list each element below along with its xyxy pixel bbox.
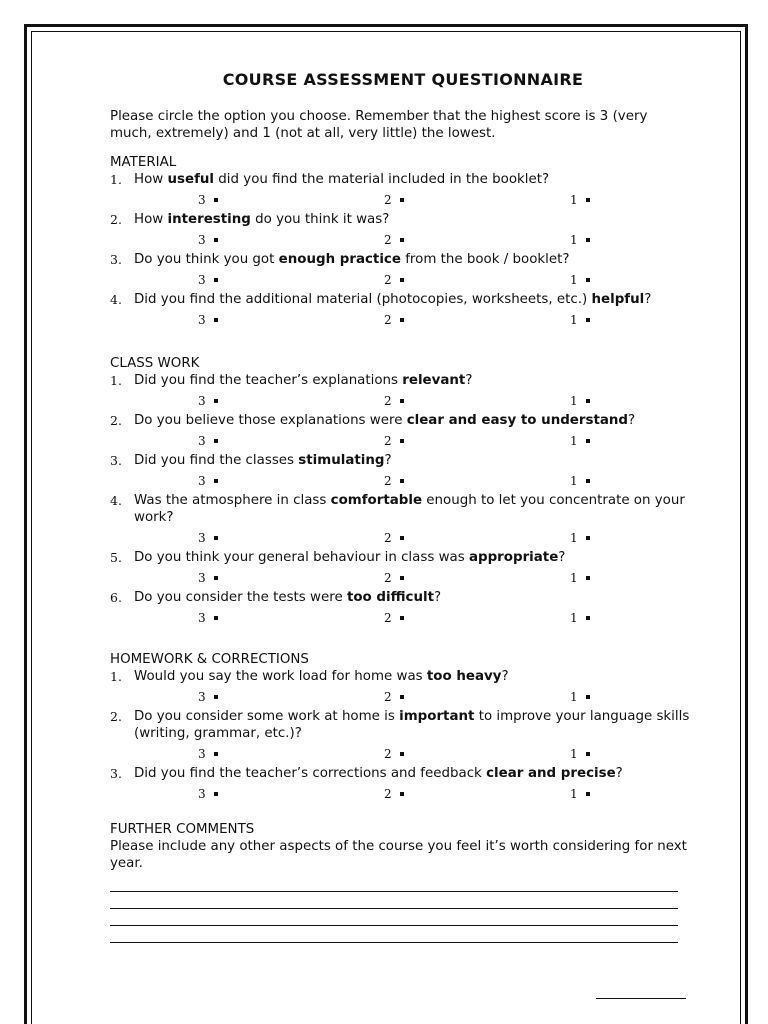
question-keyword: relevant bbox=[402, 373, 466, 388]
question-text: from the book / booklet? bbox=[400, 252, 570, 267]
rating-value: 2 bbox=[384, 193, 392, 207]
rating-value: 3 bbox=[198, 571, 206, 585]
rating-value: 3 bbox=[198, 434, 206, 448]
rating-option-3[interactable] bbox=[198, 474, 218, 488]
rating-option-3[interactable] bbox=[198, 531, 218, 545]
question-text: ? bbox=[501, 669, 509, 684]
rating-options bbox=[110, 188, 690, 211]
rating-option-1[interactable] bbox=[570, 434, 590, 448]
comment-lines[interactable] bbox=[110, 875, 690, 943]
bullet-square-icon bbox=[586, 752, 590, 756]
rating-option-1[interactable] bbox=[570, 747, 590, 761]
question-keyword: too difficult bbox=[346, 590, 434, 605]
bullet-square-icon bbox=[586, 479, 590, 483]
question bbox=[110, 452, 690, 469]
rating-value: 3 bbox=[198, 193, 206, 207]
question-text: How bbox=[134, 172, 168, 187]
comment-line[interactable] bbox=[110, 892, 678, 909]
bullet-square-icon bbox=[586, 278, 590, 282]
bullet-square-icon bbox=[400, 752, 404, 756]
rating-option-2[interactable] bbox=[384, 474, 404, 488]
question-number: 6. bbox=[110, 590, 122, 605]
question-text: Would you say the work load for home was bbox=[134, 669, 427, 684]
rating-value: 1 bbox=[570, 611, 578, 625]
rating-value: 2 bbox=[384, 233, 392, 247]
rating-option-1[interactable] bbox=[570, 313, 590, 327]
bullet-square-icon bbox=[586, 439, 590, 443]
rating-value: 1 bbox=[570, 474, 578, 488]
bullet-square-icon bbox=[214, 792, 218, 796]
question-number: 1. bbox=[110, 172, 122, 187]
rating-option-2[interactable] bbox=[384, 611, 404, 625]
question-text: How bbox=[134, 212, 168, 227]
section-heading: HOMEWORK & CORRECTIONS bbox=[110, 652, 309, 667]
bullet-square-icon bbox=[400, 278, 404, 282]
question bbox=[110, 211, 690, 228]
question-text: ? bbox=[384, 453, 392, 468]
rating-value: 3 bbox=[198, 394, 206, 408]
rating-value: 3 bbox=[198, 690, 206, 704]
bullet-square-icon bbox=[214, 439, 218, 443]
question-text: Did you find the classes bbox=[134, 453, 299, 468]
question-number: 2. bbox=[110, 212, 122, 227]
bullet-square-icon bbox=[586, 318, 590, 322]
rating-option-1[interactable] bbox=[570, 531, 590, 545]
question-text: ? bbox=[644, 292, 652, 307]
question-text: Do you believe those explanations were bbox=[134, 413, 407, 428]
rating-option-2[interactable] bbox=[384, 531, 404, 545]
questionnaire bbox=[110, 70, 690, 943]
question-number: 4. bbox=[110, 493, 122, 508]
rating-options bbox=[110, 526, 690, 549]
bullet-square-icon bbox=[586, 198, 590, 202]
question-text: did you find the material included in the booklet? bbox=[214, 172, 550, 187]
question-text: ? bbox=[615, 766, 623, 781]
question-text: Do you think you got bbox=[134, 252, 279, 267]
rating-option-1[interactable] bbox=[570, 233, 590, 247]
bullet-square-icon bbox=[400, 238, 404, 242]
rating-option-3[interactable] bbox=[198, 690, 218, 704]
bullet-square-icon bbox=[400, 318, 404, 322]
question-number: 3. bbox=[110, 252, 122, 267]
bullet-square-icon bbox=[400, 792, 404, 796]
question-keyword: comfortable bbox=[330, 493, 423, 508]
rating-option-1[interactable] bbox=[570, 787, 590, 801]
rating-option-1[interactable] bbox=[570, 273, 590, 287]
bullet-square-icon bbox=[214, 318, 218, 322]
rating-option-2[interactable] bbox=[384, 434, 404, 448]
rating-value: 1 bbox=[570, 747, 578, 761]
further-comments-text: Please include any other aspects of the course you feel it’s worth considering for next year. bbox=[110, 839, 687, 871]
question-keyword: too heavy bbox=[426, 669, 502, 684]
question bbox=[110, 668, 690, 685]
bullet-square-icon bbox=[400, 439, 404, 443]
question bbox=[110, 765, 690, 782]
question-text: to improve your language skills (writing, grammar, etc.)? bbox=[134, 709, 690, 741]
bullet-square-icon bbox=[400, 616, 404, 620]
question-keyword: clear and precise bbox=[486, 766, 616, 781]
rating-value: 1 bbox=[570, 394, 578, 408]
rating-value: 1 bbox=[570, 787, 578, 801]
bullet-square-icon bbox=[586, 792, 590, 796]
rating-option-1[interactable] bbox=[570, 474, 590, 488]
rating-options bbox=[110, 268, 690, 291]
rating-value: 1 bbox=[570, 233, 578, 247]
rating-value: 2 bbox=[384, 474, 392, 488]
rating-option-3[interactable] bbox=[198, 313, 218, 327]
rating-value: 1 bbox=[570, 273, 578, 287]
rating-option-1[interactable] bbox=[570, 394, 590, 408]
rating-value: 3 bbox=[198, 531, 206, 545]
rating-option-3[interactable] bbox=[198, 787, 218, 801]
question bbox=[110, 549, 690, 566]
question-number: 3. bbox=[110, 453, 122, 468]
rating-value: 3 bbox=[198, 273, 206, 287]
question-text: Do you consider the tests were bbox=[134, 590, 347, 605]
question-text: Do you consider some work at home is bbox=[134, 709, 400, 724]
question-keyword: useful bbox=[167, 172, 215, 187]
rating-value: 2 bbox=[384, 571, 392, 585]
rating-option-3[interactable] bbox=[198, 193, 218, 207]
rating-value: 1 bbox=[570, 531, 578, 545]
question bbox=[110, 412, 690, 429]
bullet-square-icon bbox=[400, 536, 404, 540]
question-text: Did you find the additional material (photocopies, worksheets, etc.) bbox=[134, 292, 592, 307]
bullet-square-icon bbox=[586, 536, 590, 540]
comment-line[interactable] bbox=[110, 926, 678, 943]
bullet-square-icon bbox=[586, 238, 590, 242]
question-keyword: appropriate bbox=[468, 550, 559, 565]
bullet-square-icon bbox=[214, 198, 218, 202]
bullet-square-icon bbox=[214, 278, 218, 282]
rating-options bbox=[110, 685, 690, 708]
rating-option-2[interactable] bbox=[384, 571, 404, 585]
question bbox=[110, 492, 690, 526]
bullet-square-icon bbox=[214, 752, 218, 756]
question-text: ? bbox=[433, 590, 442, 605]
question-keyword: clear and easy to understand bbox=[406, 413, 629, 428]
bullet-square-icon bbox=[400, 479, 404, 483]
rating-option-2[interactable] bbox=[384, 690, 404, 704]
rating-value: 2 bbox=[384, 747, 392, 761]
page-title: COURSE ASSESSMENT QUESTIONNAIRE bbox=[222, 70, 584, 89]
rating-options bbox=[110, 429, 690, 452]
bullet-square-icon bbox=[214, 576, 218, 580]
rating-option-2[interactable] bbox=[384, 313, 404, 327]
rating-option-1[interactable] bbox=[570, 690, 590, 704]
rating-options bbox=[110, 742, 690, 765]
question-text: ? bbox=[465, 373, 473, 388]
rating-option-1[interactable] bbox=[570, 611, 590, 625]
rating-option-3[interactable] bbox=[198, 233, 218, 247]
question-number: 1. bbox=[110, 373, 122, 388]
rating-value: 1 bbox=[570, 313, 578, 327]
question-keyword: interesting bbox=[167, 212, 251, 227]
question bbox=[110, 251, 690, 268]
rating-options bbox=[110, 782, 690, 805]
rating-value: 3 bbox=[198, 313, 206, 327]
comment-line[interactable] bbox=[110, 875, 678, 892]
rating-options bbox=[110, 389, 690, 412]
instructions: Please circle the option you choose. Remember that the highest score is 3 (very much, extremely) and 1 (not at all, very little) the lowest. bbox=[110, 109, 648, 141]
question-text: do you think it was? bbox=[250, 212, 390, 227]
question bbox=[110, 171, 690, 188]
question bbox=[110, 291, 690, 308]
rating-value: 2 bbox=[384, 787, 392, 801]
section-heading: CLASS WORK bbox=[110, 356, 200, 371]
question-keyword: important bbox=[399, 709, 475, 724]
question bbox=[110, 372, 690, 389]
rating-option-3[interactable] bbox=[198, 434, 218, 448]
rating-option-1[interactable] bbox=[570, 571, 590, 585]
question-text: Do you think your general behaviour in class was bbox=[134, 550, 469, 565]
rating-option-3[interactable] bbox=[198, 611, 218, 625]
bullet-square-icon bbox=[400, 576, 404, 580]
rating-option-3[interactable] bbox=[198, 394, 218, 408]
rating-option-2[interactable] bbox=[384, 233, 404, 247]
section-heading: MATERIAL bbox=[110, 155, 177, 170]
question bbox=[110, 589, 690, 606]
rating-value: 3 bbox=[198, 787, 206, 801]
rating-value: 3 bbox=[198, 474, 206, 488]
rating-options bbox=[110, 566, 690, 589]
rating-value: 2 bbox=[384, 313, 392, 327]
rating-options bbox=[110, 606, 690, 635]
comment-line[interactable] bbox=[110, 909, 678, 926]
question bbox=[110, 708, 690, 742]
rating-value: 3 bbox=[198, 747, 206, 761]
rating-value: 2 bbox=[384, 531, 392, 545]
rating-option-2[interactable] bbox=[384, 787, 404, 801]
rating-value: 2 bbox=[384, 611, 392, 625]
bullet-square-icon bbox=[400, 399, 404, 403]
sections-container bbox=[110, 154, 690, 805]
question-text: Did you find the teacher’s corrections and feedback bbox=[134, 766, 487, 781]
rating-value: 2 bbox=[384, 690, 392, 704]
question-number: 5. bbox=[110, 550, 122, 565]
rating-value: 3 bbox=[198, 611, 206, 625]
rating-option-3[interactable] bbox=[198, 273, 218, 287]
bullet-square-icon bbox=[586, 695, 590, 699]
rating-options bbox=[110, 469, 690, 492]
bullet-square-icon bbox=[586, 616, 590, 620]
bullet-square-icon bbox=[214, 536, 218, 540]
rating-option-3[interactable] bbox=[198, 571, 218, 585]
bullet-square-icon bbox=[214, 695, 218, 699]
question-number: 3. bbox=[110, 766, 122, 781]
question-keyword: helpful bbox=[591, 292, 645, 307]
question-number: 4. bbox=[110, 292, 122, 307]
rating-option-1[interactable] bbox=[570, 193, 590, 207]
rating-option-2[interactable] bbox=[384, 394, 404, 408]
bullet-square-icon bbox=[214, 479, 218, 483]
rating-option-2[interactable] bbox=[384, 273, 404, 287]
rating-option-2[interactable] bbox=[384, 747, 404, 761]
rating-option-3[interactable] bbox=[198, 747, 218, 761]
question-keyword: enough practice bbox=[278, 252, 401, 267]
bullet-square-icon bbox=[586, 576, 590, 580]
bullet-square-icon bbox=[586, 399, 590, 403]
rating-value: 2 bbox=[384, 394, 392, 408]
rating-value: 2 bbox=[384, 434, 392, 448]
rating-option-2[interactable] bbox=[384, 193, 404, 207]
bullet-square-icon bbox=[400, 695, 404, 699]
rating-value: 1 bbox=[570, 690, 578, 704]
bullet-square-icon bbox=[214, 399, 218, 403]
rating-value: 2 bbox=[384, 273, 392, 287]
rating-options bbox=[110, 228, 690, 251]
rating-value: 1 bbox=[570, 571, 578, 585]
question-number: 2. bbox=[110, 709, 122, 724]
question-text: ? bbox=[628, 413, 636, 428]
bullet-square-icon bbox=[214, 616, 218, 620]
rating-value: 1 bbox=[570, 434, 578, 448]
bullet-square-icon bbox=[400, 198, 404, 202]
rating-options bbox=[110, 308, 690, 337]
rating-value: 1 bbox=[570, 193, 578, 207]
question-text: ? bbox=[558, 550, 566, 565]
question-text: enough to let you concentrate on your work? bbox=[134, 493, 685, 525]
question-number: 1. bbox=[110, 669, 122, 684]
question-keyword: stimulating bbox=[298, 453, 385, 468]
further-comments-heading: FURTHER COMMENTS bbox=[110, 822, 255, 837]
question-text: Did you find the teacher’s explanations bbox=[134, 373, 403, 388]
signature-line[interactable] bbox=[596, 998, 686, 999]
bullet-square-icon bbox=[214, 238, 218, 242]
question-number: 2. bbox=[110, 413, 122, 428]
rating-value: 3 bbox=[198, 233, 206, 247]
question-text: Was the atmosphere in class bbox=[134, 493, 331, 508]
